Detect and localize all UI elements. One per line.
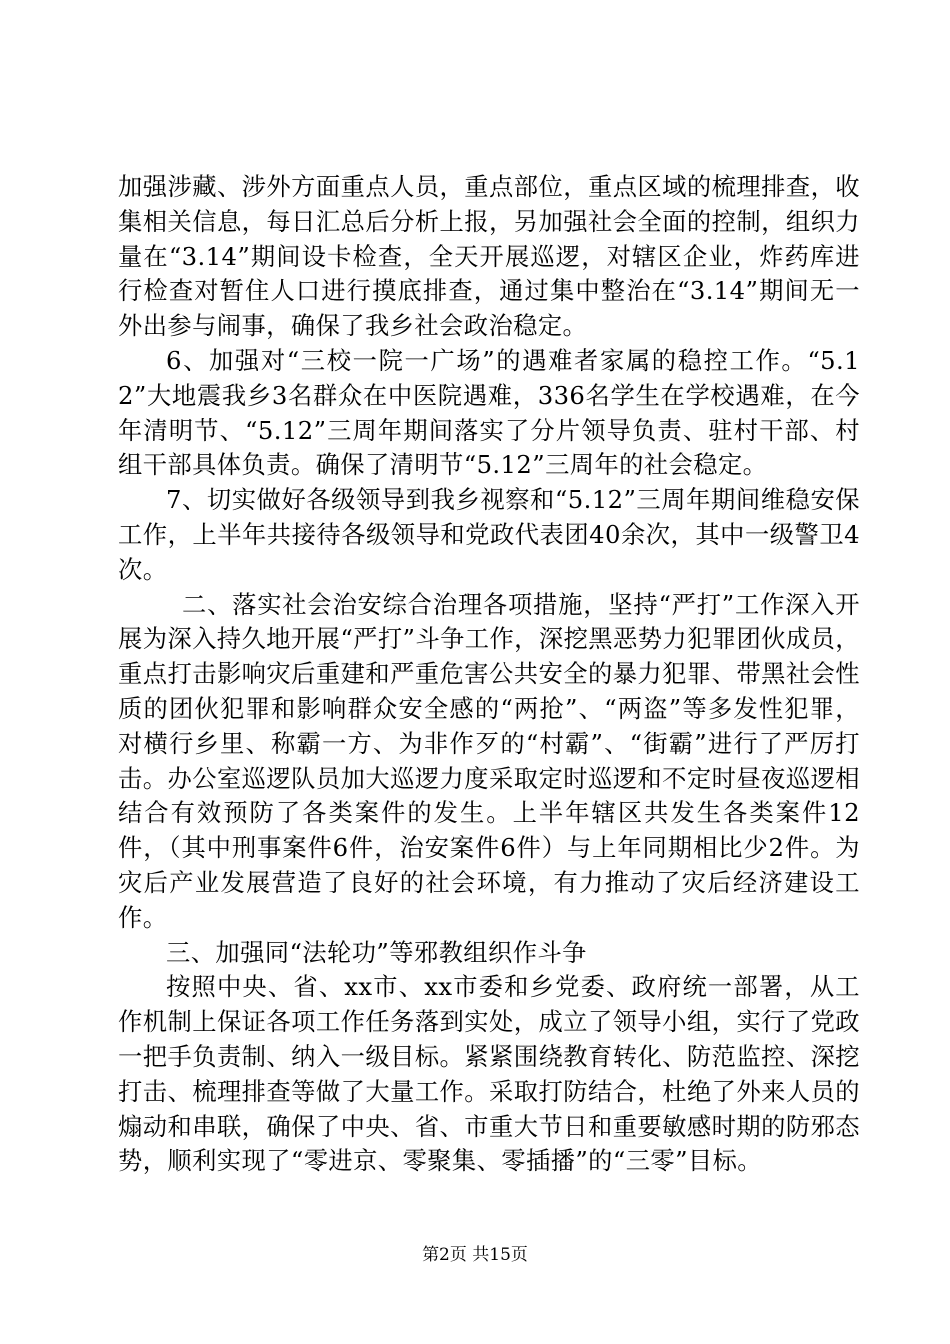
- section-2-paragraph: 二、落实社会治安综合治理各项措施，坚持“严打”工作深入开展为深入持久地开展“严打”斗争工作，深挖黑恶势力犯罪团伙成员，重点打击影响灾后重建和严重危害公共安全的暴力犯罪、带黑社会性质的团伙犯罪和影响群众安全感的“两抢”、“两盗”等多发性犯罪，对横行乡里、称霸一方、为非作歹的“村霸”、“街霸”进行了严厉打击。办公室巡逻队员加大巡逻力度采取定时巡逻和不定时昼夜巡逻相结合有效预防了各类案件的发生。上半年辖区共发生各类案件12件，（其中刑事案件6件，治安案件6件）与上年同期相比少2件。为灾后产业发展营造了良好的社会环境，有力推动了灾后经济建设工作。: [118, 589, 860, 932]
- paragraph-item-7: 7、切实做好各级领导到我乡视察和“5.12”三周年期间维稳安保工作，上半年共接待各级领导和党政代表团40余次，其中一级警卫4次。: [118, 485, 860, 584]
- document-body: [118, 170, 860, 1179]
- section-3-heading: 三、加强同“法轮功”等邪教组织作斗争: [166, 937, 587, 967]
- section-3-paragraph: 按照中央、省、xx市、xx市委和乡党委、政府统一部署，从工作机制上保证各项工作任务落到实处，成立了领导小组，实行了党政一把手负责制、纳入一级目标。紧紧围绕教育转化、防范监控、深挖打击、梳理排查等做了大量工作。采取打防结合，杜绝了外来人员的煽动和串联，确保了中央、省、市重大节日和重要敏感时期的防邪态势，顺利实现了“零进京、零聚集、零插播”的“三零”目标。: [118, 972, 860, 1176]
- paragraph-item-6: 6、加强对“三校一院一广场”的遇难者家属的稳控工作。“5.12”大地震我乡3名群众在中医院遇难，336名学生在学校遇难，在今年清明节、“5.12”三周年期间落实了分片领导负责、驻村干部、村组干部具体负责。确保了清明节“5.12”三周年的社会稳定。: [118, 345, 860, 480]
- page-footer: 第2页 共15页: [422, 1245, 528, 1265]
- paragraph-continuation: 加强涉藏、涉外方面重点人员，重点部位，重点区域的梳理排查，收集相关信息，每日汇总后分析上报，另加强社会全面的控制，组织力量在“3.14”期间设卡检查，全天开展巡逻，对辖区企业，炸药库进行检查对暂住人口进行摸底排查，通过集中整治在“3.14”期间无一外出参与闹事，确保了我乡社会政治稳定。: [118, 172, 860, 341]
